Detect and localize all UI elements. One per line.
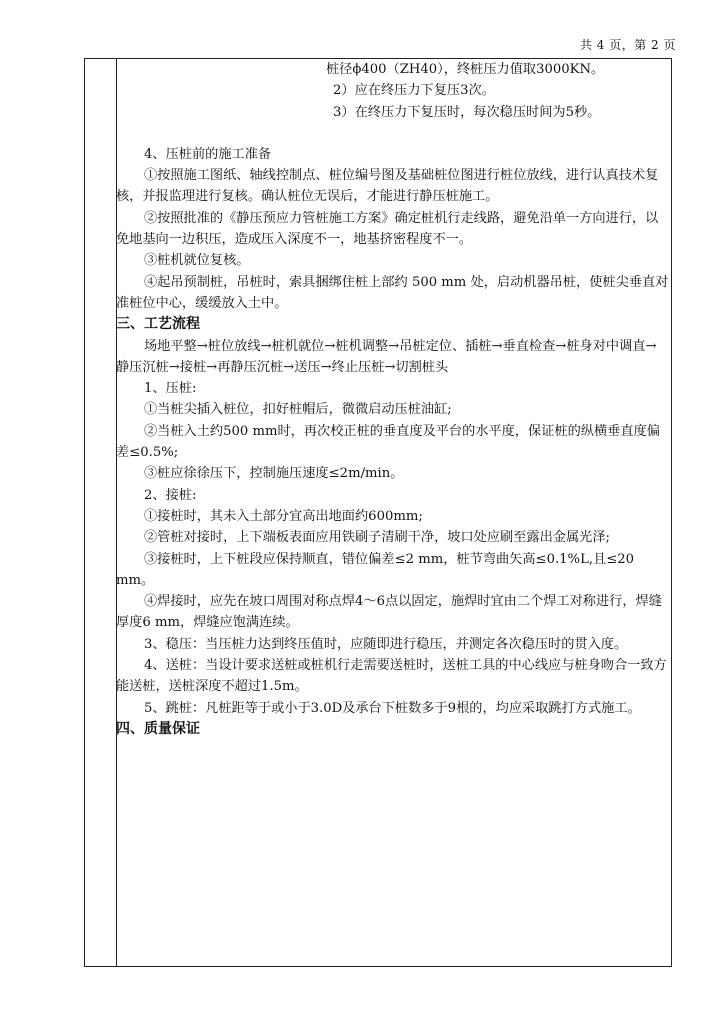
prep-item-4: ④起吊预制桩，吊桩时，索具捆绑住桩上部约 500 mm 处，启动机器吊桩，使桩尖垂直对准桩位中心，缓缓放入土中。	[116, 274, 669, 311]
prep-item-1: ①按照施工图纸、轴线控制点、桩位编号图及基础桩位图进行桩位放线，进行认真技术复核，并报监理进行复核。确认桩位无误后，才能进行静压桩施工。	[116, 168, 659, 205]
join-step-2: ②管桩对接时，上下端板表面应用铁刷子清刷干净，坡口处应刷至露出金属光泽;	[144, 530, 611, 546]
quality-heading: 四、质量保证	[116, 720, 200, 737]
skip-pile-paragraph: 5、跳桩：凡桩距等于或小于3.0D及承台下桩数多于9根的，均应采取跳打方式施工。	[144, 700, 641, 716]
prep-item-3: ③桩机就位复核。	[144, 253, 250, 269]
press-step-2: ②当桩入土约500 mm时，再次校正桩的垂直度及平台的水平度，保证桩的纵横垂直度偏差≤0.5%;	[116, 423, 660, 461]
join-step-4: ④焊接时，应先在坡口周围对称点焊4～6点以固定，施焊时宜由二个焊工对称进行，焊缝厚度6 mm，焊缝应饱满连续。	[116, 594, 662, 631]
send-pile-paragraph: 4、送桩：当设计要求送桩或桩机行走需要送桩时，送桩工具的中心线应与桩身吻合一致方能送桩，送桩深度不超过1.5m。	[116, 658, 667, 695]
join-step-3: ③接桩时，上下桩段应保持顺直，错位偏差≤2 mm，桩节弯曲矢高≤0.1%L,且≤20 mm。	[116, 551, 635, 588]
stabilize-paragraph: 3、稳压：当压桩力达到终压值时，应随即进行稳压，并测定各次稳压时的贯入度。	[144, 636, 628, 652]
prep-item-2: ②按照批准的《静压预应力管桩施工方案》确定桩机行走线路，避免沿单一方向进行，以免地基向一边积压，造成压入深度不一，地基挤密程度不一。	[116, 210, 659, 248]
press-title: 1、压桩:	[144, 381, 197, 397]
page-number-info: 共 4 页，第 2 页	[579, 38, 676, 52]
document-body	[116, 59, 669, 740]
repress-count-line: 2）应在终压力下复压3次。	[333, 83, 495, 99]
join-title: 2、接桩:	[144, 487, 197, 503]
repress-time-line: 3）在终压力下复压时，每次稳压时间为5秒。	[333, 104, 601, 120]
join-step-1: ①接桩时，其未入土部分宜高出地面约600mm;	[144, 508, 423, 524]
press-step-1: ①当桩尖插入桩位，扣好桩帽后，微微启动压桩油缸;	[144, 402, 452, 418]
prep-title: 4、压桩前的施工准备	[144, 146, 272, 162]
spacer	[116, 123, 669, 144]
process-flow: 场地平整→桩位放线→桩机就位→桩机调整→吊桩定位、插桩→垂直检查→桩身对中调直→静压沉桩→接桩→再静压沉桩→送压→终止压桩→切割桩头	[116, 338, 657, 375]
process-heading: 三、工艺流程	[116, 316, 200, 333]
press-step-3: ③桩应徐徐压下，控制施压速度≤2m/min。	[144, 466, 404, 482]
pile-diameter-line: 桩径ϕ400（ZH40），终桩压力值取3000KN。	[326, 62, 605, 77]
